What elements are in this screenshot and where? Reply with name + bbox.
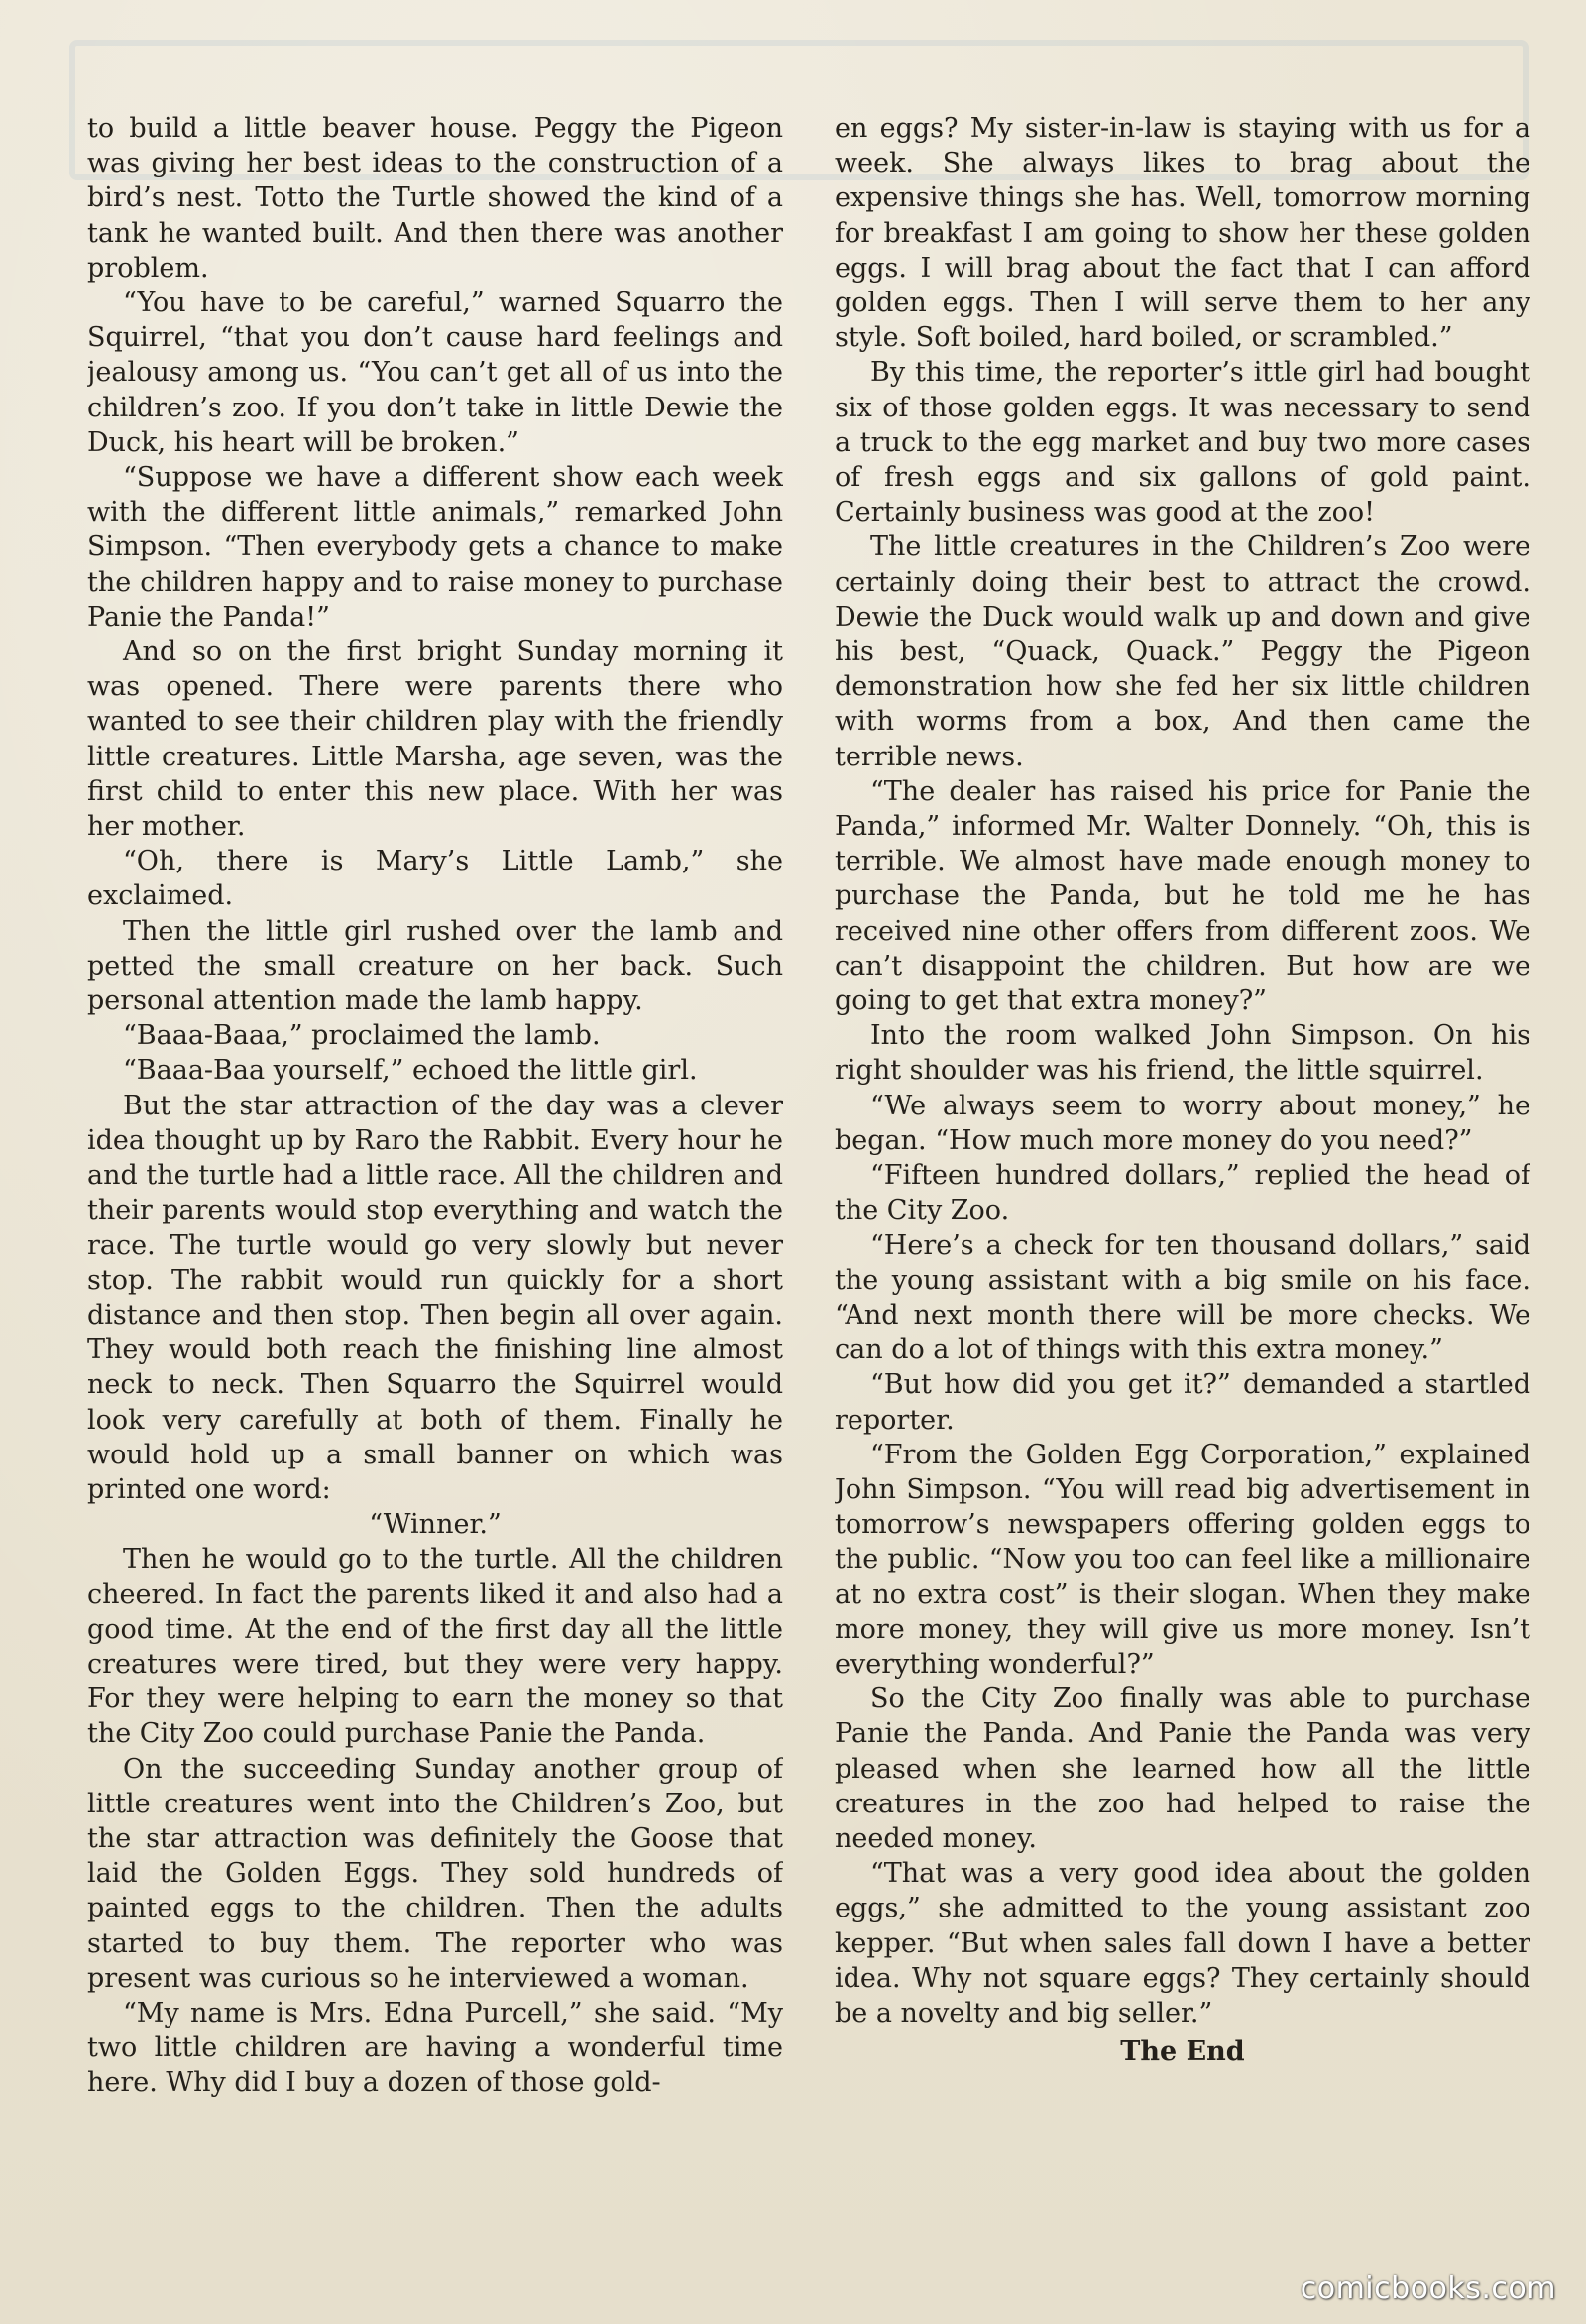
paragraph: So the City Zoo finally was able to purchase Panie the Panda. And Panie the Panda was very pleased when she learned how all the little creatures in the zoo had helped to raise the needed money.: [835, 1684, 1530, 1854]
paragraph: “Baaa-Baa yourself,” echoed the little girl.: [123, 1055, 698, 1087]
paragraph: By this time, the reporter’s ittle girl had bought six of those golden eggs. It was necessary to send a truck to the egg market and buy two more cases of fresh eggs and six gallons of gold paint. Certainly business was good at the zoo!: [835, 357, 1530, 528]
paragraph: “But how did you get it?” demanded a startled reporter.: [835, 1369, 1530, 1436]
paragraph: to build a little beaver house. Peggy the Pigeon was giving her best ideas to the construction of a bird’s nest. Totto the Turtle showed the kind of a tank he wanted built. And then there was another problem.: [87, 113, 783, 284]
paragraph: Then the little girl rushed over the lamb and petted the small creature on her back. Such personal attention made the lamb happy.: [87, 915, 783, 1017]
paragraph: And so on the first bright Sunday morning it was opened. There were parents there who wanted to see their children play with the friendly little creatures. Little Marsha, age seven, was the first child to enter this new place. With her was her mother.: [87, 637, 783, 843]
paragraph: The little creatures in the Children’s Zoo were certainly doing their best to attract the crowd. Dewie the Duck would walk up and down and give his best, “Quack, Quack.” Peggy the Pigeon demonstration how she fed her six little children with worms from a box, And then came the terrible news.: [835, 531, 1530, 772]
paragraph: “Fifteen hundred dollars,” replied the head of the City Zoo.: [835, 1160, 1530, 1226]
right-column-paragraphs: [835, 111, 1530, 2031]
paragraph: “Baaa-Baaa,” proclaimed the lamb.: [123, 1020, 601, 1052]
the-end-label: The End: [1120, 2036, 1245, 2068]
paragraph: “Oh, there is Mary’s Little Lamb,” she exclaimed.: [87, 846, 783, 912]
paragraph: Into the room walked John Simpson. On his right shoulder was his friend, the little squirrel.: [835, 1020, 1530, 1087]
right-column: [835, 111, 1530, 2173]
paragraph: Then he would go to the turtle. All the children cheered. In fact the parents liked it and also had a good time. At the end of the first day all the little creatures were tired, but they were very happy. For they were helping to earn the money so that the City Zoo could purchase Panie the Panda.: [87, 1544, 783, 1750]
left-column: [87, 111, 783, 2173]
paragraph: On the succeeding Sunday another group of little creatures went into the Children’s Zoo, but the star attraction was definitely the Goose that laid the Golden Eggs. They sold hundreds of painted eggs to the children. Then the adults started to buy them. The reporter who was present was curious so he interviewed a woman.: [87, 1753, 783, 1994]
paragraph: “My name is Mrs. Edna Purcell,” she said. “My two little children are having a wonderful time here. Why did I buy a dozen of those gold-: [87, 1997, 783, 2099]
paragraph: “From the Golden Egg Corporation,” explained John Simpson. “You will read big advertisement in tomorrow’s newspapers offering golden eggs to the public. “Now you too can feel like a millionaire at no extra cost” is their slogan. When they make more money, they will give us more money. Isn’t everything wonderful?”: [835, 1439, 1530, 1680]
paragraph: “That was a very good idea about the golden eggs,” she admitted to the young assistant zoo kepper. “But when sales fall down I have a better idea. Why not square eggs? They certainly should be a novelty and big seller.”: [835, 1858, 1530, 2029]
paragraph: “You have to be careful,” warned Squarro the Squirrel, “that you don’t cause hard feelings and jealousy among us. “You can’t get all of us into the children’s zoo. If you don’t take in little Dewie the Duck, his heart will be broken.”: [87, 288, 783, 458]
paragraph: “Here’s a check for ten thousand dollars,” said the young assistant with a big smile on his face. “And next month there will be more checks. We can do a lot of things with this extra money.”: [835, 1229, 1530, 1366]
paragraph: But the star attraction of the day was a clever idea thought up by Raro the Rabbit. Every hour he and the turtle had a little race. All the children and their parents would stop everything and watch the race. The turtle would go very slowly but never stop. The rabbit would run quickly for a short distance and then stop. Then begin all over again. They would both reach the finishing line almost neck to neck. Then Squarro the Squirrel would look very carefully at both of them. Finally he would hold up a small banner on which was printed one word:: [87, 1090, 783, 1505]
paragraph: “Winner.”: [369, 1509, 502, 1541]
paragraph: “The dealer has raised his price for Panie the Panda,” informed Mr. Walter Donnely. “Oh, this is terrible. We almost have made enough money to purchase the Panda, but he told me he has received nine other offers from different zoos. We can’t disappoint the children. But how are we going to get that extra money?”: [835, 775, 1530, 1017]
paragraph: en eggs? My sister-in-law is staying with us for a week. She always likes to brag about the expensive things she has. Well, tomorrow morning for breakfast I am going to show her these golden eggs. I will brag about the fact that I can afford golden eggs. Then I will serve them to her any style. Soft boiled, hard boiled, or scrambled.”: [835, 113, 1530, 354]
watermark: comicbooks.com: [1300, 2271, 1556, 2306]
paragraph: “We always seem to worry about money,” he began. “How much more money do you need?”: [835, 1090, 1530, 1156]
paragraph: “Suppose we have a different show each week with the different little animals,” remarked John Simpson. “Then everybody gets a chance to make the children happy and to raise money to purchase Panie the Panda!”: [87, 462, 783, 633]
